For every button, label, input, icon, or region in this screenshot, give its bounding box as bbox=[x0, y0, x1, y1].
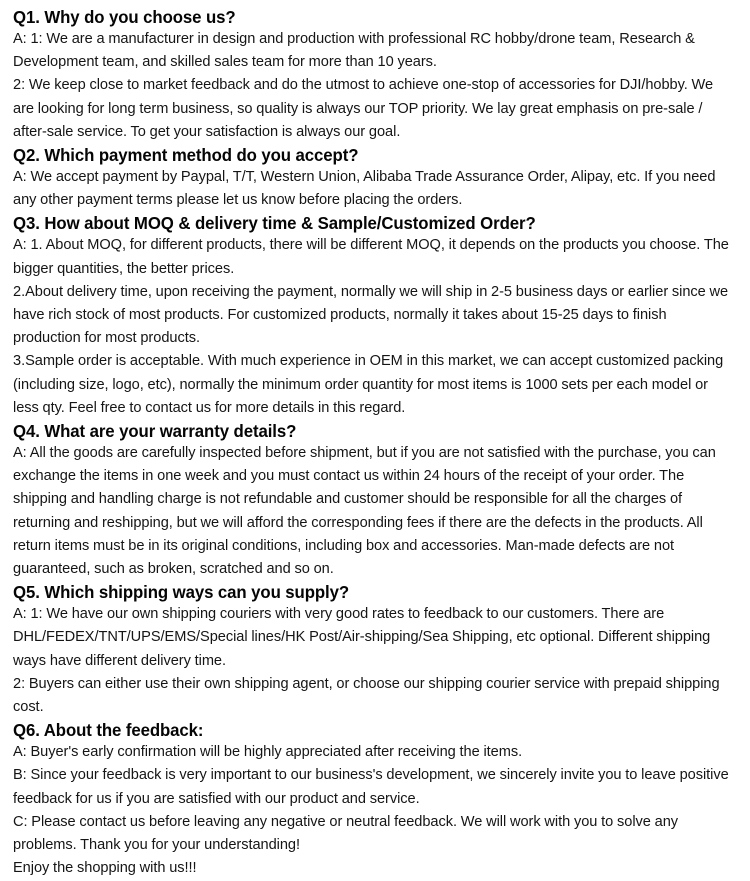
faq-answer-paragraph: A: 1. About MOQ, for different products, there will be different MOQ, it depends on the products you choose. The bigger quantities, the better prices. bbox=[13, 237, 729, 277]
faq-answer-paragraph: A: 1: We are a manufacturer in design and production with professional RC hobby/drone team, Research & Development team, and skilled sales team for more than 10 years. bbox=[13, 31, 695, 71]
faq-answer-paragraph: 3.Sample order is acceptable. With much experience in OEM in this market, we can accept customized packing (including size, logo, etc), normally the minimum order quantity for most items is 1000 sets per each model or less qty. Feel free to contact us for more details in this regard. bbox=[13, 353, 724, 416]
faq-answer-paragraph: 2.About delivery time, upon receiving the payment, normally we will ship in 2-5 business days or earlier since we have rich stock of most products. For customized products, normally it takes about 15-25 days to finish production for most products. bbox=[13, 283, 729, 347]
faq-answer-paragraph: 2: Buyers can either use their own shipping agent, or choose our shipping courier service with prepaid shipping cost. bbox=[13, 675, 720, 716]
faq-answer-paragraph: C: Please contact us before leaving any negative or neutral feedback. We will work with you to solve any problems. Thank you for your understanding! bbox=[13, 813, 679, 854]
faq-question-heading: Q2. Which payment method do you accept? bbox=[13, 145, 359, 166]
faq-question-heading: Q3. How about MOQ & delivery time & Sample/Customized Order? bbox=[13, 213, 536, 234]
faq-answer-paragraph: A: Buyer's early confirmation will be highly appreciated after receiving the items. bbox=[13, 744, 523, 761]
faq-block-q4 bbox=[13, 420, 735, 581]
faq-answer-paragraph: A: 1: We have our own shipping couriers with very good rates to feedback to our customers. There are DHL/FEDEX/TNT/UPS/EMS/Special lines/HK Post/Air-shipping/Sea Shipping, etc optional. Different shipping ways have different delivery time. bbox=[13, 606, 711, 669]
faq-block-q2 bbox=[13, 144, 735, 212]
faq-answer-paragraph: A: We accept payment by Paypal, T/T, Western Union, Alibaba Trade Assurance Order, Alipay, etc. If you need any other payment terms please let us know before placing the orders. bbox=[13, 169, 716, 209]
faq-question-heading: Q6. About the feedback: bbox=[13, 720, 204, 741]
faq-block-q3 bbox=[13, 212, 735, 420]
faq-question-heading: Q5. Which shipping ways can you supply? bbox=[13, 582, 350, 603]
faq-question-heading: Q1. Why do you choose us? bbox=[13, 7, 236, 27]
faq-answer-paragraph: 2: We keep close to market feedback and do the utmost to achieve one-stop of accessories for DJI/hobby. We are looking for long term business, so quality is always our TOP priority. We lay great emphasis on pre-sale / after-sale service. To get your satisfaction is always our goal. bbox=[13, 77, 714, 140]
faq-question-heading: Q4. What are your warranty details? bbox=[13, 421, 297, 442]
faq-answer-paragraph: Enjoy the shopping with us!!! bbox=[13, 860, 197, 877]
faq-answer-paragraph: A: All the goods are carefully inspected before shipment, but if you are not satisfied with the purchase, you can exchange the items in one week and you must contact us within 24 hours of the receipt of your order. The shipping and handling charge is not refundable and customer should be responsible for all the charges of returning and reshipping, but we will afford the corresponding fees if there are the defects in the products. All return items must be in its original conditions, including box and accessories. Man-made defects are not guaranteed, such as broken, scratched and so on. bbox=[13, 445, 716, 578]
faq-block-q6 bbox=[13, 719, 735, 880]
faq-block-q5 bbox=[13, 581, 735, 719]
faq-block-q1 bbox=[13, 6, 735, 144]
faq-answer-paragraph: B: Since your feedback is very important to our business's development, we sincerely invite you to leave positive feedback for us if you are satisfied with our product and service. bbox=[13, 767, 729, 807]
